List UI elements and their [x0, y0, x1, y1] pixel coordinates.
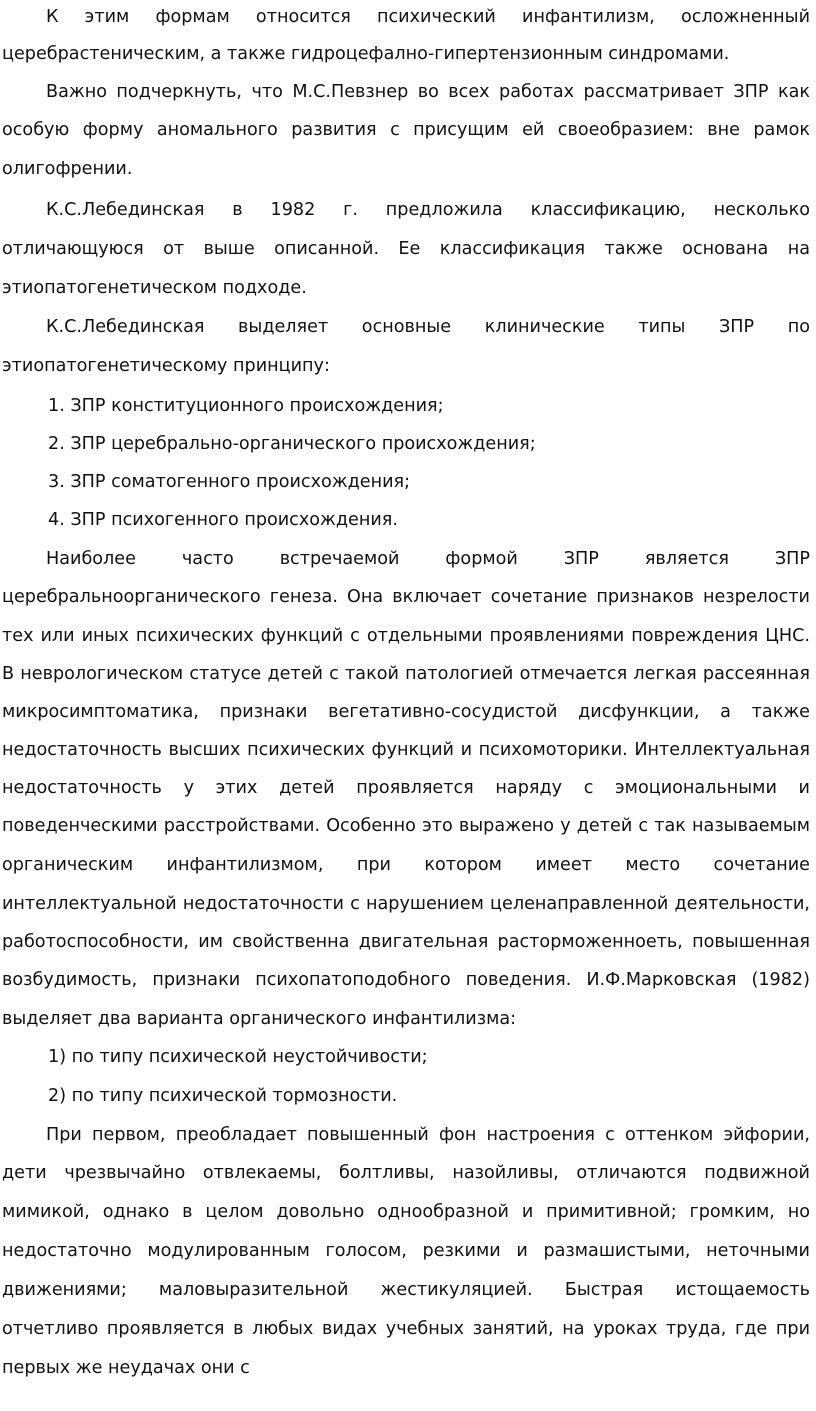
text-line: При первом, преобладает повышенный фон настроения с оттенком эйфории, — [46, 1125, 810, 1145]
text-line: выделяет два варианта органического инфантилизма: — [2, 1009, 517, 1029]
text-line: Наиболее часто встречаемой формой ЗПР является ЗПР — [46, 549, 810, 569]
text-line: дети чрезвычайно отвлекаемы, болтливы, назойливы, отличаются подвижной — [2, 1163, 810, 1183]
text-line: церебрастеническим, а также гидроцефално-гипертензионным синдромами. — [2, 44, 730, 64]
text-line: органическим инфантилизмом, при котором имеет место сочетание — [2, 855, 810, 875]
text-line: 2) по типу психической тормозности. — [48, 1086, 398, 1106]
text-line: 3. ЗПР соматогенного происхождения; — [48, 472, 411, 492]
text-line: 1) по типу психической неустойчивости; — [48, 1047, 428, 1067]
text-line: движениями; маловыразительной жестикуляцией. Быстрая истощаемость — [2, 1280, 810, 1300]
text-line: микросимптоматика, признаки вегетативно-сосудистой дисфункции, а также — [2, 702, 810, 722]
text-line: этиопатогенетическом подходе. — [2, 278, 307, 298]
text-line: возбудимость, признаки психопатоподобного поведения. И.Ф.Марковская (1982) — [2, 970, 810, 990]
text-line: первых же неудачах они с — [2, 1358, 250, 1378]
text-line: особую форму аномального развития с присущим ей своеобразием: вне рамок — [2, 120, 810, 140]
text-line: К этим формам относится психический инфантилизм, осложненный — [46, 7, 810, 27]
text-line: поведенческими расстройствами. Особенно это выражено у детей с так называемым — [2, 816, 810, 836]
text-line: тех или иных психических функций с отдельными проявлениями повреждения ЦНС. — [2, 626, 810, 646]
text-line: 2. ЗПР церебрально-органического происхождения; — [48, 434, 536, 454]
text-line: К.С.Лебединская в 1982 г. предложила классификацию, несколько — [46, 200, 810, 220]
text-line: 1. ЗПР конституционного происхождения; — [48, 396, 444, 416]
text-line: недостаточно модулированным голосом, резкими и размашистыми, неточными — [2, 1241, 810, 1261]
text-line: недостаточность высших психических функций и психомоторики. Интеллектуальная — [2, 740, 810, 760]
text-line: мимикой, однако в целом довольно однообразной и примитивной; громким, но — [2, 1202, 810, 1222]
text-line: недостаточность у этих детей проявляется наряду с эмоциональными и — [2, 778, 810, 798]
text-line: отличающуюся от выше описанной. Ее классификация также основана на — [2, 239, 810, 259]
text-line: интеллектуальной недостаточности с нарушением целенаправленной деятельности, — [2, 894, 810, 914]
text-line: отчетливо проявляется в любых видах учебных занятий, на уроках труда, где при — [2, 1319, 810, 1339]
text-line: работоспособности, им свойственна двигательная расторможенноеть, повышенная — [2, 932, 810, 952]
text-line: В неврологическом статусе детей с такой патологией отмечается легкая рассеянная — [2, 664, 810, 684]
text-line: К.С.Лебединская выделяет основные клинические типы ЗПР по — [46, 317, 810, 337]
text-line: 4. ЗПР психогенного происхождения. — [48, 510, 398, 530]
text-line: олигофрении. — [2, 159, 133, 179]
text-line: Важно подчеркнуть, что М.С.Певзнер во всех работах рассматривает ЗПР как — [46, 82, 810, 102]
text-line: церебральноорганического генеза. Она включает сочетание признаков незрелости — [2, 587, 810, 607]
text-line: этиопатогенетическому принципу: — [2, 356, 330, 376]
